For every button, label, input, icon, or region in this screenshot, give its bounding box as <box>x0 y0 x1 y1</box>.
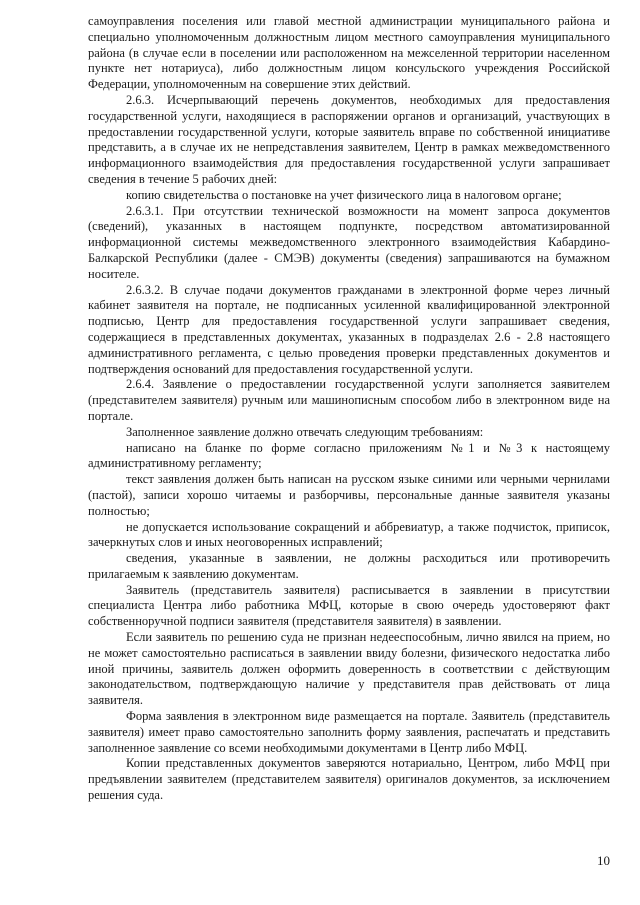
paragraph-electronic-form: Форма заявления в электронном виде размещается на портале. Заявитель (представитель заявителя) имеет право самостоятельно заполнить форму заявления, распечатать и представить заполненное заявление со всеми необходимыми документами в Центр либо МФЦ. <box>88 709 610 755</box>
paragraph-requirement-consistency: сведения, указанные в заявлении, не должны расходиться или противоречить прилагаемым к заявлению документам. <box>88 551 610 581</box>
paragraph-power-of-attorney: Если заявитель по решению суда не признан недееспособным, лично явился на прием, но не может самостоятельно расписаться в заявлении ввиду болезни, физического недостатка либо иной причины, заявитель должен оформить доверенность в соответствии с действующим законодательством, подтверждающую наличие у представителя прав действовать от лица заявителя. <box>88 630 610 708</box>
paragraph-2-6-4: 2.6.4. Заявление о предоставлении государственной услуги заполняется заявителем (представителем заявителя) ручным или машинописным способом либо в электронном виде на портале. <box>88 377 610 423</box>
paragraph-signature: Заявитель (представитель заявителя) расписывается в заявлении в присутствии специалиста Центра либо работника МФЦ, которые в свою очередь удостоверяют факт собственноручной подписи заявителя (представителя заявителя) в заявлении. <box>88 582 610 629</box>
paragraph-requirement-no-abbreviations: не допускается использование сокращений и аббревиатур, а также подчисток, приписок, зачеркнутых слов и иных неоговоренных исправлений; <box>88 519 610 550</box>
page-number: 10 <box>597 853 610 868</box>
paragraph-continuation: самоуправления поселения или главой местной администрации муниципального района и специально уполномоченным должностным лицом местного самоуправления муниципального района (в случае если в поселении или расположенном на межселенной территории населенном пункте нет нотариуса), либо должностным лицом консульского учреждения Российской Федерации, уполномоченным на совершение этих действий. <box>88 14 610 92</box>
paragraph-requirement-language: текст заявления должен быть написан на русском языке синими или черными чернилами (пастой), записи хорошо читаемы и разборчивы, персональные данные заявителя указаны полностью; <box>88 472 610 518</box>
paragraph-2-6-3: 2.6.3. Исчерпывающий перечень документов, необходимых для предоставления государственной услуги, находящиеся в распоряжении органов и организаций, участвующих в предоставлении государственной услуги, которые заявитель вправе по собственной инициативе представить, а в случае их не непредставления заявителем, Центр в рамках межведомственного информационного взаимодействия для предоставления государственной услуги запрашивает сведения в течение 5 рабочих дней: <box>88 92 610 186</box>
paragraph-copies-certification: Копии представленных документов заверяются нотариально, Центром, либо МФЦ при предъявлении заявителем (представителем заявителя) оригиналов документов, за исключением решения суда. <box>88 756 610 803</box>
paragraph-2-6-3-2: 2.6.3.2. В случае подачи документов гражданами в электронной форме через личный кабинет заявителя на портале, не подписанных усиленной квалифицированной электронной подписью, Центр для предоставления государственной услуги запрашивает сведения, содержащиеся в представленных документах, указанных в подразделах 2.6 - 2.8 настоящего административного регламента, с целью проведения проверки представленных документов и подтверждения оснований для предоставления государственной услуги. <box>88 282 610 376</box>
paragraph-requirements-intro: Заполненное заявление должно отвечать следующим требованиям: <box>126 424 484 439</box>
paragraph-requirement-form: написано на бланке по форме согласно приложениям №1 и №3 к настоящему административному регламенту; <box>88 440 610 471</box>
paragraph-2-6-3-1: 2.6.3.1. При отсутствии технической возможности на момент запроса документов (сведений), указанных в настоящем подпункте, посредством автоматизированной информационной системы межведомственного электронного взаимодействия Кабардино-Балкарской Республики (далее - СМЭВ) документы (сведения) запрашиваются на бумажном носителе. <box>88 203 610 281</box>
paragraph-tax-certificate: копию свидетельства о постановке на учет физического лица в налоговом органе; <box>126 187 562 202</box>
